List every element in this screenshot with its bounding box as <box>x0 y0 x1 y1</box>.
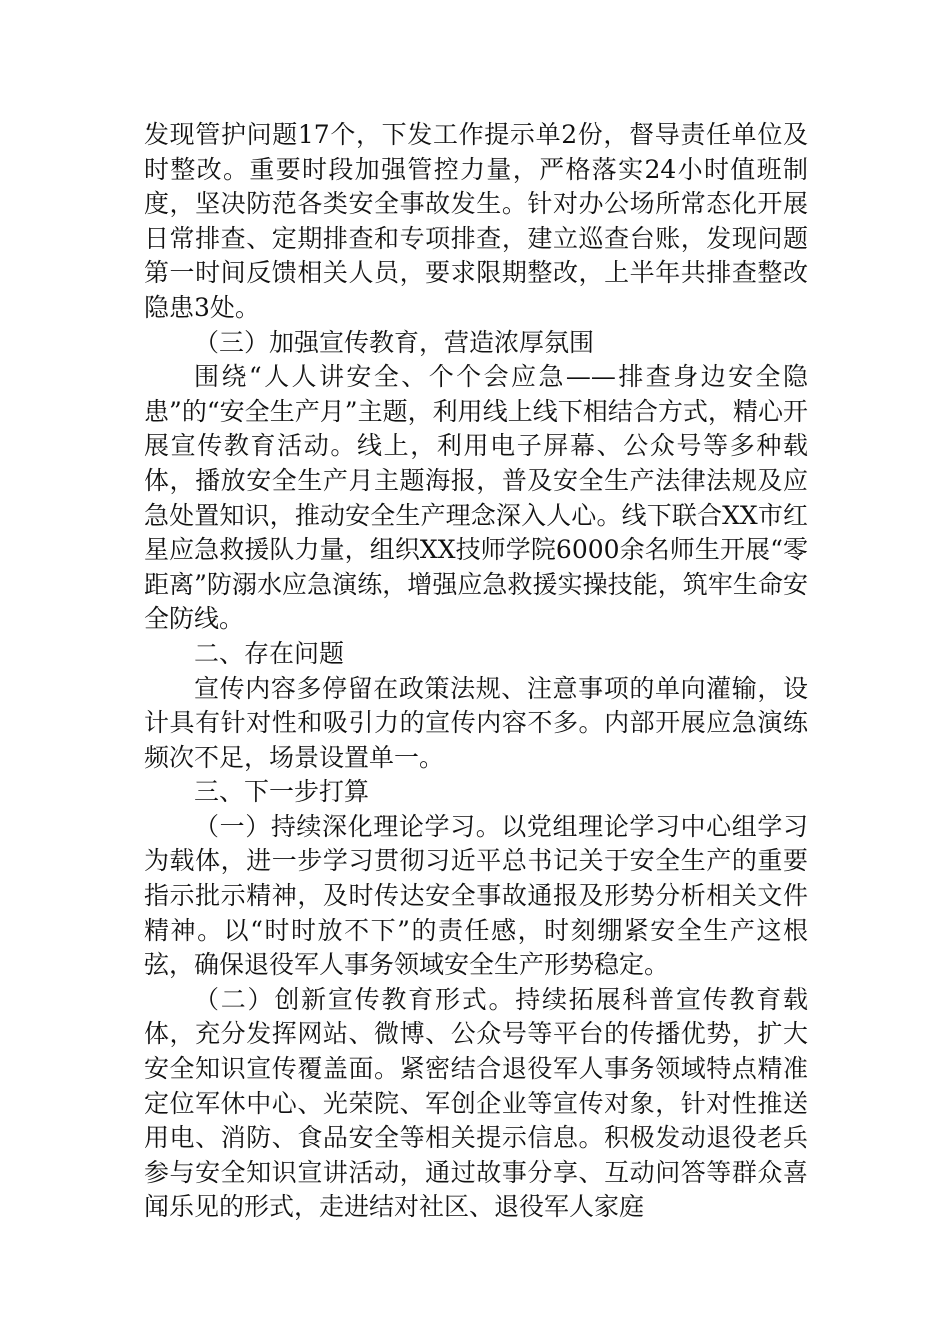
paragraph-existing-problems: 宣传内容多停留在政策法规、注意事项的单向灌输，设计具有针对性和吸引力的宣传内容不多。内部开展应急演练频次不足，场景设置单一。 <box>144 673 808 772</box>
heading-existing-problems: 二、存在问题 <box>194 638 345 668</box>
paragraph-inspection-results: 发现管护问题17个，下发工作提示单2份，督导责任单位及时整改。重要时段加强管控力量，严格落实24小时值班制度，坚决防范各类安全事故发生。针对办公场所常态化开展日常排查、定期排查和专项排查，建立巡查台账，发现问题第一时间反馈相关人员，要求限期整改，上半年共排查整改隐患3处。 <box>144 120 808 322</box>
paragraph-theory-study: （一）持续深化理论学习。以党组理论学习中心组学习为载体，进一步学习贯彻习近平总书记关于安全生产的重要指示批示精神，及时传达安全事故通报及形势分析相关文件精神。以“时时放不下”的责任感，时刻绷紧安全生产这根弦，确保退役军人事务领域安全生产形势稳定。 <box>144 811 808 980</box>
heading-next-steps: 三、下一步打算 <box>194 777 370 807</box>
heading-publicity-education: （三）加强宣传教育，营造浓厚氛围 <box>194 327 595 357</box>
document-body <box>144 118 808 1225</box>
paragraph-innovate-publicity: （二）创新宣传教育形式。持续拓展科普宣传教育载体，充分发挥网站、微博、公众号等平台的传播优势，扩大安全知识宣传覆盖面。紧密结合退役军人事务领域特点精准定位军休中心、光荣院、军创企业等宣传对象，针对性推送用电、消防、食品安全等相关提示信息。积极发动退役老兵参与安全知识宣讲活动，通过故事分享、互动问答等群众喜闻乐见的形式，走进结对社区、退役军人家庭 <box>144 984 808 1222</box>
paragraph-safety-month: 围绕“人人讲安全、个个会应急——排查身边安全隐患”的“安全生产月”主题，利用线上线下相结合方式，精心开展宣传教育活动。线上，利用电子屏幕、公众号等多种载体，播放安全生产月主题海报，普及安全生产法律法规及应急处置知识，推动安全生产理念深入人心。线下联合XX市红星应急救援队力量，组织XX技师学院6000余名师生开展“零距离”防溺水应急演练，增强应急救援实操技能，筑牢生命安全防线。 <box>144 362 808 634</box>
